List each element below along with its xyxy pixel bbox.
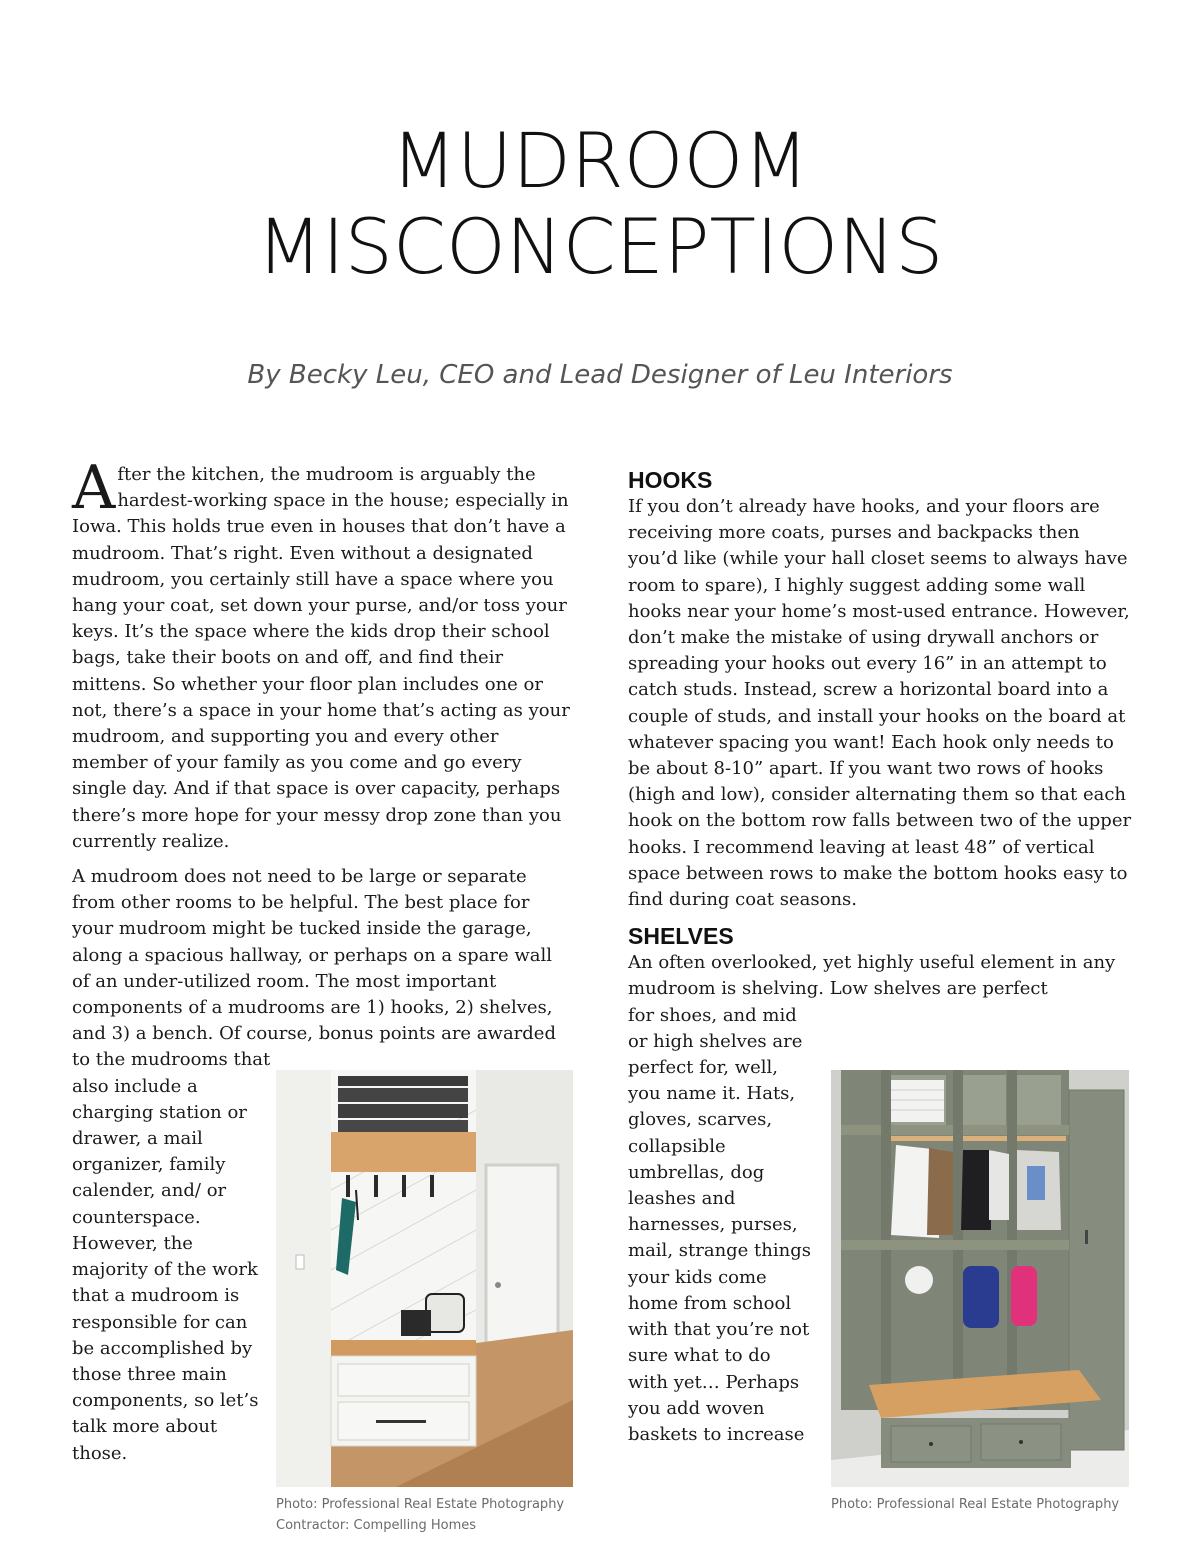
hooks-paragraph: If you don’t already have hooks, and your floors are receiving more coats, purses and backpacks then you’d like (while your hall closet seems to always have room to spare), I highly suggest adding some wall hooks near your home’s most-used entrance. However, don’t make the mistake of using drywall anchors or spreading your hooks out every 16” in an attempt to catch studs. Instead, screw a horizontal board into a couple of studs, and install your hooks on the board at whatever spacing you want! Each hook only needs to be about 8-10” apart. If you want two rows of hooks (high and low), consider alternating them so that each hook on the bottom row falls between two of the upper hooks. I recommend leaving at least 48” of vertical space between rows to make the bottom hooks easy to find during coat seasons. (628, 496, 1132, 911)
green-lockers-photo (831, 1070, 1129, 1487)
byline: By Becky Leu, CEO and Lead Designer of Leu Interiors (247, 360, 953, 390)
left-photo-credit: Photo: Professional Real Estate Photography (276, 1497, 565, 1512)
mudroom-bench-illustration (276, 1070, 573, 1487)
article-title (0, 118, 1200, 290)
title-line-2: MISCONCEPTIONS (256, 202, 944, 291)
components-paragraph: A mudroom does not need to be large or separate from other rooms to be helpful. The best place for your mudroom might be tucked inside the garage, along a spacious hallway, or perhaps on a spare wall of an under-utilized room. The most important components of a mudrooms are 1) hooks, 2) shelves, and 3) a bench. Of course, bonus points are awarded (72, 866, 556, 1045)
title-line-1: MUDROOM (391, 116, 809, 205)
green-lockers-illustration (831, 1070, 1129, 1487)
intro-paragraph (72, 453, 572, 855)
left-photo-contractor: Contractor: Compelling Homes (276, 1518, 477, 1533)
components-paragraph-continued: to the mudrooms that also include a charging station or drawer, a mail organizer, family calender, and/ or counterspace. However, the majority of the work that a mudroom is responsible for can be accomplished by those three main components, so let’s talk more about those. (72, 1049, 271, 1464)
shelves-heading: SHELVES (628, 923, 734, 950)
shelves-paragraph: An often overlooked, yet highly useful element in any mudroom is shelving. Low shelves are perfect (628, 952, 1116, 1000)
shelves-paragraph-continued: for shoes, and mid or high shelves are perfect for, well, you name it. Hats, gloves, scarves, collapsible umbrellas, dog leashes and harnesses, purses, mail, strange things your kids come home from school with that you’re not sure what to do with yet… Perhaps you add woven baskets to increase (628, 1004, 811, 1445)
right-photo-caption: Photo: Professional Real Estate Photography (831, 1497, 1120, 1512)
left-photo-caption (276, 1494, 596, 1536)
mudroom-bench-photo (276, 1070, 573, 1487)
intro-text: fter the kitchen, the mudroom is arguably the hardest-working space in the house; especially in Iowa. This holds true even in houses that don’t have a mudroom. That’s right. Even without a designated mudroom, you certainly still have a space where you hang your coat, set down your purse, and/or toss your keys. It’s the space where the kids drop their school bags, take their boots on and off, and find their mittens. So whether your floor plan includes one or not, there’s a space in your home that’s acting as your mudroom, and supporting you and every other member of your family as you come and go every single day. And if that space is over capacity, perhaps there’s more hope for your messy drop zone than you currently realize. (72, 464, 570, 852)
hooks-heading: HOOKS (628, 467, 713, 493)
drop-cap: A (72, 453, 116, 523)
